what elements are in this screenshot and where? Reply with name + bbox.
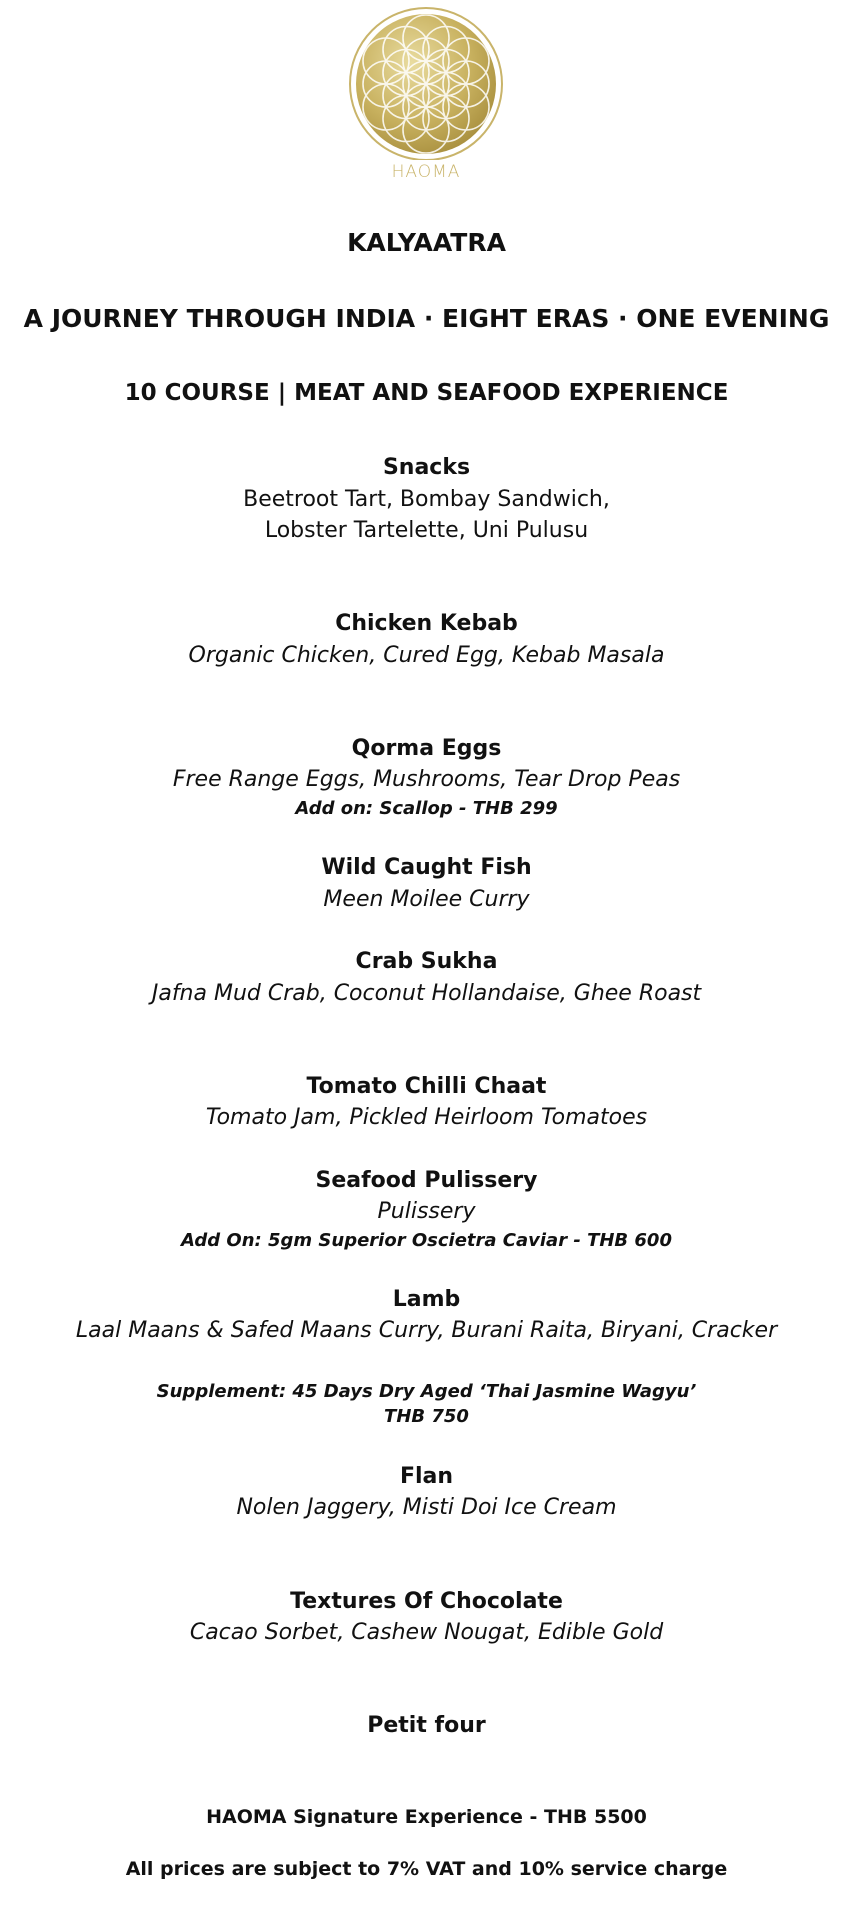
dish-description: Beetroot Tart, Bombay Sandwich, bbox=[243, 487, 610, 512]
dish-description: Laal Maans & Safed Maans Curry, Burani Raita, Biryani, Cracker bbox=[75, 1318, 778, 1343]
dish-name: Qorma Eggs bbox=[351, 736, 502, 761]
flower-of-life-icon bbox=[344, 4, 508, 160]
haoma-logo bbox=[344, 4, 508, 186]
dish-name: Tomato Chilli Chaat bbox=[306, 1074, 547, 1099]
dish-description: Nolen Jaggery, Misti Doi Ice Cream bbox=[236, 1495, 617, 1520]
dish-name: Wild Caught Fish bbox=[321, 855, 532, 880]
signature-price: HAOMA Signature Experience - THB 5500 bbox=[206, 1806, 647, 1828]
dish-description: Pulissery bbox=[377, 1199, 476, 1224]
dish-name: Lamb bbox=[392, 1287, 461, 1312]
menu-subtitle: A JOURNEY THROUGH INDIA · EIGHT ERAS · ONE EVENING bbox=[23, 304, 830, 333]
dish-name: Flan bbox=[399, 1464, 454, 1489]
dish-addon: Add On: 5gm Superior Oscietra Caviar - THB 600 bbox=[180, 1230, 672, 1251]
dish-supplement: Supplement: 45 Days Dry Aged ‘Thai Jasmine Wagyu’ bbox=[156, 1381, 697, 1402]
dish-addon: Add on: Scallop - THB 299 bbox=[295, 798, 558, 819]
dish-description: Jafna Mud Crab, Coconut Hollandaise, Ghee Roast bbox=[151, 981, 702, 1006]
dish-description: Lobster Tartelette, Uni Pulusu bbox=[264, 518, 589, 543]
dish-description: Meen Moilee Curry bbox=[323, 887, 530, 912]
dish-description: Cacao Sorbet, Cashew Nougat, Edible Gold bbox=[189, 1620, 664, 1645]
brand-name: HAOMA bbox=[391, 162, 461, 182]
dish-description: Tomato Jam, Pickled Heirloom Tomatoes bbox=[205, 1105, 648, 1130]
dish-description: Free Range Eggs, Mushrooms, Tear Drop Peas bbox=[172, 767, 681, 792]
dish-supplement-price: THB 750 bbox=[384, 1406, 469, 1427]
course-heading: 10 COURSE | MEAT AND SEAFOOD EXPERIENCE bbox=[124, 380, 729, 406]
menu-title: KALYAATRA bbox=[347, 228, 506, 257]
dish-name: Seafood Pulissery bbox=[315, 1168, 538, 1193]
dish-name: Chicken Kebab bbox=[335, 611, 518, 636]
dish-name: Textures Of Chocolate bbox=[290, 1589, 563, 1614]
dish-description: Organic Chicken, Cured Egg, Kebab Masala bbox=[188, 643, 665, 668]
dish-name: Snacks bbox=[382, 455, 471, 480]
tax-note: All prices are subject to 7% VAT and 10% service charge bbox=[125, 1858, 728, 1880]
dish-name: Crab Sukha bbox=[355, 949, 498, 974]
dish-name: Petit four bbox=[367, 1713, 486, 1738]
